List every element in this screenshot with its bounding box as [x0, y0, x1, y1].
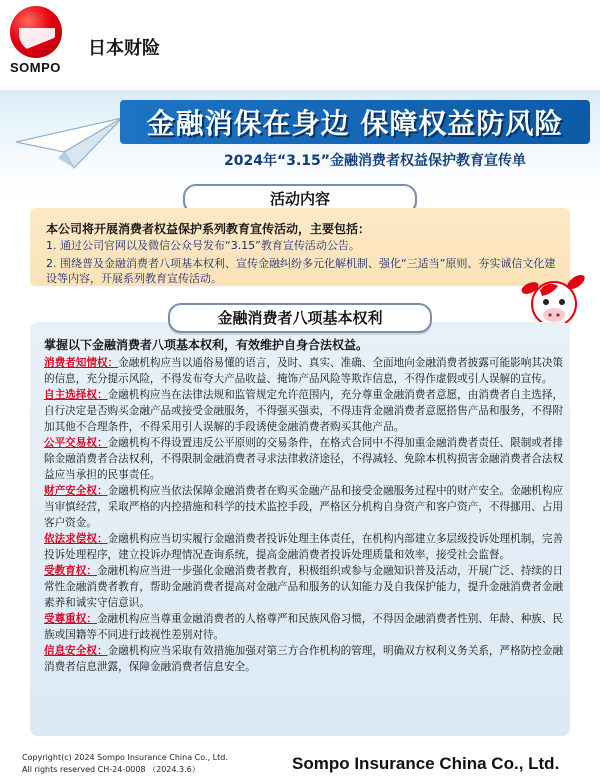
right-text: 金融机构应当以通俗易懂的语言，及时、真实、准确、全面地向金融消费者披露可能影响其决策的信息，充分提示风险，不得发布夸大产品收益、掩饰产品风险等欺诈信息，不得作虚假或引人误解的宣传。: [44, 357, 564, 385]
right-title: 信息安全权：: [44, 645, 108, 657]
rights-line: All rights reserved CH-24-0008 （2024.3.6）: [22, 765, 200, 774]
right-item: [44, 563, 564, 611]
right-item: [44, 435, 564, 483]
copyright-line: Copyright(c) 2024 Sompo Insurance China Co., Ltd.: [22, 753, 228, 762]
footer-copyright: [22, 752, 228, 776]
activity-item: 2. 围绕普及金融消费者八项基本权利、宣传金融纠纷多元化解机制、强化“三适当”原则、夯实诚信文化建设等内容，开展系列教育宣传活动。: [46, 257, 556, 285]
logo-text: SOMPO: [10, 60, 61, 75]
right-item: [44, 611, 564, 643]
right-title: 财产安全权：: [44, 485, 108, 497]
right-title: 受教育权：: [44, 565, 97, 577]
banner-subtitle: 2024年“3.15”金融消费者权益保护教育宣传单: [224, 153, 526, 169]
right-text: 金融机构应当尊重金融消费者的人格尊严和民族风俗习惯，不得因金融消费者性别、年龄、种族、民族或国籍等不同进行歧视性差别对待。: [44, 613, 564, 641]
paper-plane-icon: [14, 112, 124, 172]
rights-lead: 掌握以下金融消费者八项基本权利，有效维护自身合法权益。: [44, 338, 369, 352]
right-item: [44, 643, 564, 675]
rights-box: [30, 322, 570, 736]
right-item: [44, 387, 564, 435]
section-heading-rights: 金融消费者八项基本权利: [168, 303, 432, 333]
activity-lead: 本公司将开展消费者权益保护系列教育宣传活动，主要包括：: [46, 222, 371, 236]
section-heading-activity: 活动内容: [183, 184, 417, 214]
right-text: 金融机构应当依法保障金融消费者在购买金融产品和接受金融服务过程中的财产安全。金融机构应当审慎经营，采取严格的内控措施和科学的技术监控手段，严格区分机构自身资产和客户资产，不得挪用、占用客户资金。: [44, 485, 564, 529]
right-text: 金融机构应当切实履行金融消费者投诉处理主体责任，在机构内部建立多层级投诉处理机制，完善投诉处理程序，建立投诉办理情况查询系统，提高金融消费者投诉处理质量和效率，接受社会监督。: [44, 533, 564, 561]
right-text: 金融机构不得设置违反公平原则的交易条件，在格式合同中不得加重金融消费者责任、限制或者排除金融消费者合法权利，不得限制金融消费者寻求法律救济途径，不得减轻、免除本机构损害金融消费者合法权益应当承担的民事责任。: [44, 437, 564, 481]
right-title: 自主选择权：: [44, 389, 108, 401]
sompo-logo-icon: [10, 6, 62, 58]
right-title: 公平交易权：: [44, 437, 108, 449]
banner-title: 金融消保在身边 保障权益防风险: [146, 107, 564, 140]
right-title: 依法求偿权：: [44, 533, 108, 545]
activity-box: [30, 208, 570, 286]
right-title: 受尊重权：: [44, 613, 97, 625]
right-text: 金融机构应当在法律法规和监管规定允许范围内，充分尊重金融消费者意愿，由消费者自主选择，自行决定是否购买金融产品或接受金融服务，不得强买强卖，不得违背金融消费者意愿搭售产品和服务，不得附加其他不合理条件，不得采用引人误解的手段诱使金融消费者购买其他产品。: [44, 389, 564, 433]
company-name-jp: 日本财险: [88, 38, 160, 59]
right-text: 金融机构应当进一步强化金融消费者教育，积极组织或参与金融知识普及活动，开展广泛、持续的日常性金融消费者教育，帮助金融消费者提高对金融产品和服务的认知能力及自我保护能力，提升金融消费者金融素养和诚实守信意识。: [44, 565, 564, 609]
activity-item: 1. 通过公司官网以及微信公众号发布“3.15”教育宣传活动公告。: [46, 239, 360, 252]
right-item: [44, 355, 564, 387]
footer-company-name: Sompo Insurance China Co., Ltd.: [292, 754, 560, 773]
right-title: 消费者知情权：: [44, 357, 119, 369]
rights-list: [44, 355, 564, 675]
right-text: 金融机构应当采取有效措施加强对第三方合作机构的管理，明确双方权利义务关系，严格防控金融消费者信息泄露，保障金融消费者信息安全。: [44, 645, 564, 673]
right-item: [44, 483, 564, 531]
right-item: [44, 531, 564, 563]
